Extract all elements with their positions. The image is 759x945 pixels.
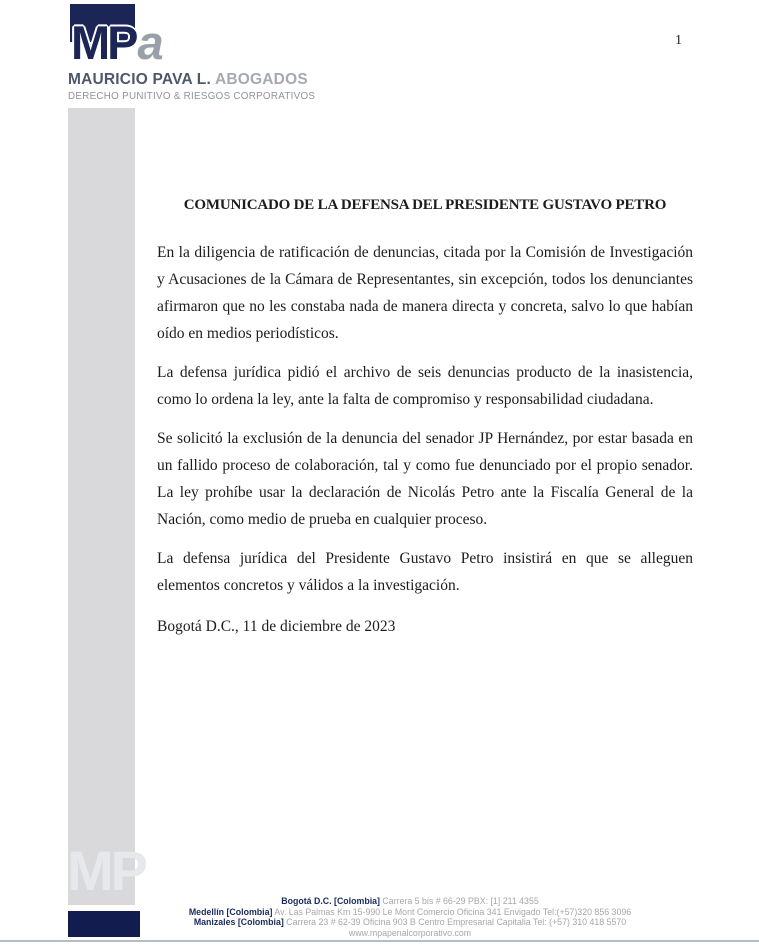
footer-website: www.mpapenalcorporativo.com — [348, 927, 472, 938]
firm-logo — [71, 16, 161, 69]
body-paragraph-2: La defensa jurídica pidió el archivo de seis denuncias producto de la inasistencia, como lo ordena la ley, ante la falta de compromiso y responsabilidad ciudadana. — [157, 364, 693, 408]
document-body — [157, 197, 693, 640]
document-title: COMUNICADO DE LA DEFENSA DEL PRESIDENTE GUSTAVO PETRO — [183, 197, 667, 213]
footer-city-medellin: Medellín [Colombia] — [188, 906, 273, 917]
firm-name-suffix: ABOGADOS — [214, 71, 308, 88]
firm-name-line — [68, 71, 308, 89]
footer-details-bogota: Carrera 5 bis # 66-29 PBX: [1] 211 4355 — [379, 896, 539, 906]
footer-city-bogota: Bogotá D.C. [Colombia] — [281, 896, 380, 906]
left-gray-bar — [68, 108, 135, 905]
footer-office-medellin — [60, 907, 759, 918]
footer-city-manizales: Manizales [Colombia] — [193, 917, 284, 928]
footer-details-medellin: Av. Las Palmas Km 15-990 Le Mont Comercio Oficina 341 Envigado Tel:(+57)320 856 3096 — [272, 906, 632, 917]
footer-details-manizales: Carrera 23 # 62-39 Oficina 903 B Centro Empresarial Capitalia Tel: (+57) 310 418 5570 — [283, 917, 627, 928]
body-paragraph-1: En la diligencia de ratificación de denuncias, citada por la Comisión de Investigación y Acusaciones de la Cámara de Representantes, sin excepción, todos los denunciantes afirmaron que no les constaba nada de manera directa y concreta, salvo lo que habían oído en medios periodísticos. — [157, 244, 693, 342]
body-paragraph-4: La defensa jurídica del Presidente Gustavo Petro insistirá en que se alleguen elementos concretos y válidos a la investigación. — [157, 550, 693, 594]
bottom-rule — [0, 940, 759, 942]
footer-addresses — [60, 896, 759, 938]
dateline: Bogotá D.C., 11 de diciembre de 2023 — [157, 618, 396, 635]
page-number: 1 — [675, 33, 682, 48]
footer-office-manizales — [60, 917, 759, 928]
body-paragraph-3: Se solicitó la exclusión de la denuncia del senador JP Hernández, por estar basada en un fallido proceso de colaboración, tal y como fue denunciado por el propio senador. La ley prohíbe usar la declaración de Nicolás Petro ante la Fiscalía General de la Nación, como medio de prueba en cualquier proceso. — [157, 430, 693, 528]
logo-a-letter: a — [137, 16, 161, 69]
mp-watermark: MP — [67, 839, 145, 902]
firm-name: MAURICIO PAVA L. — [68, 71, 211, 88]
footer-office-bogota — [60, 896, 759, 907]
firm-tagline: DERECHO PUNITIVO & RIESGOS CORPORATIVOS — [68, 91, 316, 102]
logo-mp-letters: MP — [71, 16, 136, 69]
